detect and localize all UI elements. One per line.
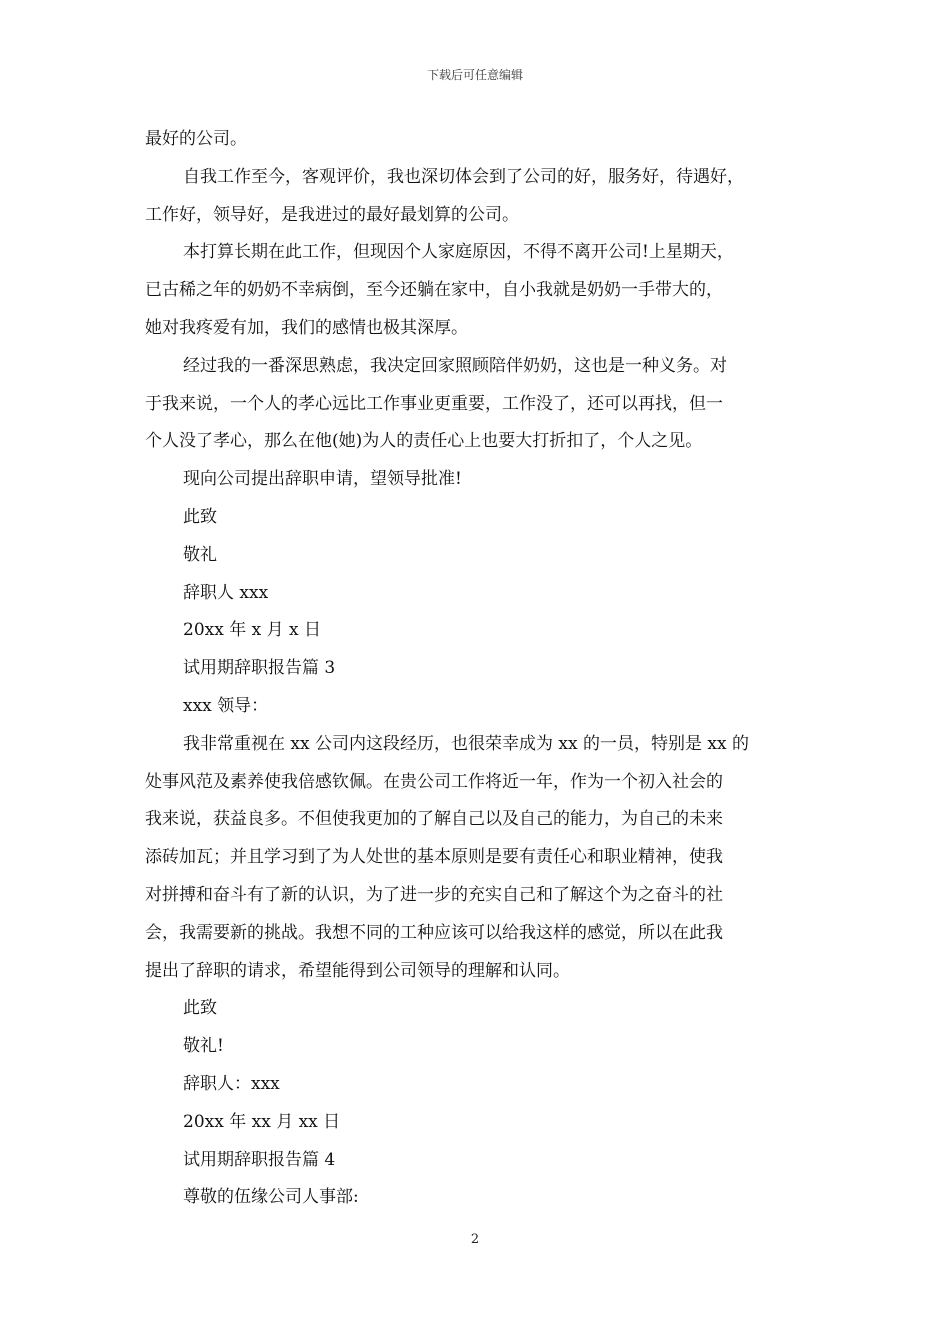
section-title: 试用期辞职报告篇 4	[183, 1149, 336, 1170]
date-line: 20xx 年 x 月 x 日	[183, 620, 322, 641]
text-line: 经过我的一番深思熟虑，我决定回家照顾陪伴奶奶，这也是一种义务。对	[183, 355, 727, 376]
date-line: 20xx 年 xx 月 xx 日	[183, 1111, 341, 1132]
closing-salutation: 此致	[183, 506, 217, 527]
text-line: 她对我疼爱有加，我们的感情也极其深厚。	[145, 317, 468, 338]
text-line: 我来说，获益良多。不但使我更加的了解自己以及自己的能力，为自己的未来	[145, 809, 723, 830]
paragraph	[145, 234, 805, 347]
greeting-line: 尊敬的伍缘公司人事部:	[183, 1187, 359, 1208]
closing-salutation: 此致	[183, 998, 217, 1019]
paragraph	[145, 726, 805, 991]
greeting-line: xxx 领导：	[183, 695, 269, 716]
section-title: 试用期辞职报告篇 3	[183, 658, 336, 679]
text-line: 添砖加瓦；并且学习到了为人处世的基本原则是要有责任心和职业精神，使我	[145, 847, 723, 868]
text-line: 提出了辞职的请求，希望能得到公司领导的理解和认同。	[145, 960, 570, 981]
text-line: 最好的公司。	[145, 129, 247, 149]
text-line: 自我工作至今，客观评价，我也深切体会到了公司的好，服务好，待遇好，	[183, 166, 744, 187]
text-line: 我非常重视在 xx 公司内这段经历，也很荣幸成为 xx 的一员，特别是 xx 的	[183, 733, 749, 754]
text-line: 已古稀之年的奶奶不幸病倒，至今还躺在家中，自小我就是奶奶一手带大的，	[145, 280, 723, 301]
page-number: 2	[470, 1232, 480, 1247]
closing-regards: 敬礼!	[183, 1036, 224, 1057]
text-line: 处事风范及素养使我倍感钦佩。在贵公司工作将近一年，作为一个初入社会的	[145, 771, 723, 792]
text-line: 现向公司提出辞职申请，望领导批准!	[183, 469, 462, 490]
text-line: 会，我需要新的挑战。我想不同的工种应该可以给我这样的感觉，所以在此我	[145, 922, 723, 943]
paragraph	[145, 348, 805, 461]
text-line: 本打算长期在此工作，但现因个人家庭原因，不得不离开公司!上星期天，	[183, 242, 734, 263]
page-header: 下载后可任意编辑	[426, 68, 523, 82]
document-body	[145, 121, 805, 1217]
signature-line: 辞职人 xxx	[183, 582, 269, 603]
signature-line: 辞职人：xxx	[183, 1073, 280, 1094]
paragraph	[145, 159, 805, 235]
paragraph	[145, 121, 805, 159]
text-line: 工作好，领导好，是我进过的最好最划算的公司。	[145, 204, 519, 225]
text-line: 个人没了孝心，那么在他(她)为人的责任心上也要大打折扣了，个人之见。	[145, 431, 703, 452]
text-line: 于我来说，一个人的孝心远比工作事业更重要，工作没了，还可以再找，但一	[145, 393, 723, 414]
closing-regards: 敬礼	[183, 544, 217, 565]
text-line: 对拼搏和奋斗有了新的认识，为了进一步的充实自己和了解这个为之奋斗的社	[145, 884, 723, 905]
